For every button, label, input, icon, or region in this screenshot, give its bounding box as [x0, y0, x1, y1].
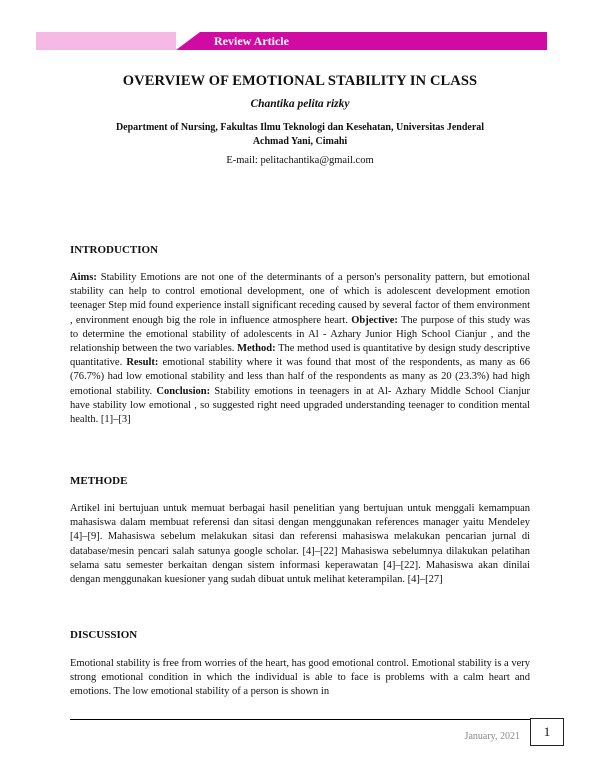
footer-rule — [70, 719, 530, 720]
article-type-banner — [36, 32, 547, 50]
banner-light-segment — [36, 32, 176, 50]
objective-label: Objective: — [351, 314, 398, 326]
discussion-paragraph: Emotional stability is free from worries of the heart, has good emotional control. Emotional stability is a very strong emotional condition in which the individual is able to face is problems with a calm heart and emotions. The low emotional stability of a person is shown in — [70, 658, 530, 698]
introduction-heading: INTRODUCTION — [70, 244, 159, 256]
author-name: Chantika pelita rizky — [250, 98, 350, 110]
result-text: emotional stability where it was found that most of the respondents, as many as 66 (76.7%) had low emotional stability and less than half of the respondents as many as 20 (23.3%) had high emotional stability. — [70, 357, 530, 397]
author-email: E-mail: pelitachantika@gmail.com — [226, 155, 374, 166]
method-text: The method used is quantitative by design study descriptive quantitative. — [70, 343, 530, 369]
page-number: 1 — [543, 724, 551, 739]
aims-text: Stability Emotions are not one of the determinants of a person's personality pattern, but emotional stability can help to control emotional development, one of which is adolescent development emotion teenager Step mid found experience install significant receding caused by several factor of them environment , environment enough big the role in influence atmosphere heart. — [70, 272, 530, 326]
conclusion-text: Stability emotions in teenagers in at Al- Azhary Middle School Cianjur have stability low emotional , so suggested right need upgraded understanding teenager to condition mental health. [1]–[3] — [70, 385, 531, 426]
objective-text: The purpose of this study was to determine the emotional stability of adolescents in Al - Azhary Junior High School Cianjur , and the relationship between the two variables. — [70, 314, 530, 355]
banner-label: Review Article — [214, 34, 289, 48]
result-label: Result: — [126, 357, 159, 369]
introduction-paragraph — [70, 271, 530, 427]
footer-date: January, 2021 — [464, 731, 520, 742]
method-label: Method: — [237, 343, 276, 355]
paper-title: OVERVIEW OF EMOTIONAL STABILITY IN CLASS — [122, 73, 478, 89]
discussion-heading: DISCUSSION — [70, 629, 138, 641]
author-affiliation: Department of Nursing, Fakultas Ilmu Teknologi dan Kesehatan, Universitas Jenderal Achmad Yani, Cimahi — [115, 122, 485, 147]
methode-paragraph: Artikel ini bertujuan untuk memuat berbagai hasil penelitian yang bertujuan untuk menggali kemampuan mahasiswa dalam membuat referensi dan sitasi dengan menggunakan references manager yaitu Mendeley [4]–[9]. Mahasiswa sebelum melakukan sitasi dan referensi mahasiswa melakukan pencarian jurnal di database/mesin pencari salah satunya google scholar. [4]–[22] Mahasiswa sebelumnya dilakukan pelatihan selama satu semester berkaitan dengan sistem informasi keperawatan [4]–[22]. Mahasiswa akan dinilai dengan menggunakan kuesioner yang sudah dibuat untuk melihat keterampilan. [4]–[27] — [70, 503, 530, 586]
page-number-box — [530, 718, 564, 746]
conclusion-label: Conclusion: — [156, 385, 211, 397]
aims-label: Aims: — [70, 272, 97, 283]
methode-heading: METHODE — [70, 475, 128, 487]
